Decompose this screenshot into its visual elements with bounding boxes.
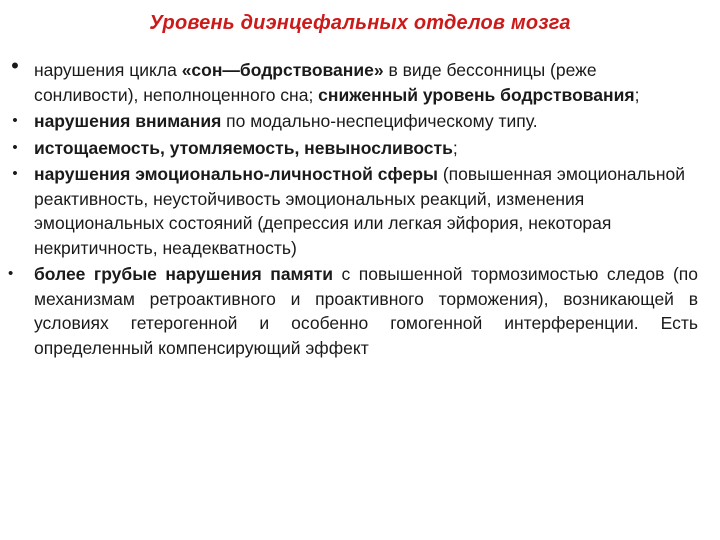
item-text	[34, 138, 458, 158]
item-text	[34, 60, 639, 105]
item-text-segment: (повышенная эмоциональной реактивность, неустойчивость эмоциональных реакций, изменения эмоциональных состояний (депрессия или легкая эйфория, некоторая некритичность, неадекватность)	[34, 164, 686, 258]
bullet-icon: •	[12, 112, 18, 129]
item-text	[34, 164, 685, 258]
list-item	[8, 53, 698, 107]
list-item	[8, 262, 698, 360]
item-text-segment: нарушения цикла	[34, 60, 182, 80]
bullet-list	[8, 53, 698, 362]
item-text-bold: истощаемость, утомляемость, невыносливость	[34, 137, 453, 158]
item-text-segment: с повышенной тормозимостью следов (по механизмам ретроактивного и проактивного торможения), возникающей в условиях гетерогенной и особенно гомогенной интерференции. Есть определенный компенсирующий эффект	[34, 264, 698, 358]
item-text	[34, 111, 538, 131]
item-text-segment: ;	[452, 137, 458, 158]
list-item	[8, 162, 698, 260]
item-text-segment: ;	[634, 84, 640, 105]
slide-title: Уровень диэнцефальных отделов мозга	[149, 12, 571, 34]
bullet-icon: •	[12, 165, 18, 182]
item-text-bold: нарушения внимания	[34, 111, 222, 131]
item-text-segment: в виде бессонницы (реже сонливости), неполноценного сна;	[34, 60, 597, 105]
item-text	[34, 264, 698, 358]
bullet-icon: •	[12, 138, 18, 156]
bullet-icon: •	[8, 265, 14, 282]
list-item	[8, 136, 698, 161]
item-text-bold: сниженный уровень бодрствования	[318, 84, 635, 105]
item-text-bold: нарушения эмоционально-личностной сферы	[34, 164, 438, 184]
item-text-bold: более грубые нарушения памяти	[34, 264, 334, 284]
item-text-segment: по модально-неспецифическому типу.	[221, 111, 538, 131]
item-text-bold: «сон—бодрствование»	[181, 60, 384, 80]
bullet-icon: •	[11, 53, 19, 78]
list-item	[8, 109, 698, 134]
